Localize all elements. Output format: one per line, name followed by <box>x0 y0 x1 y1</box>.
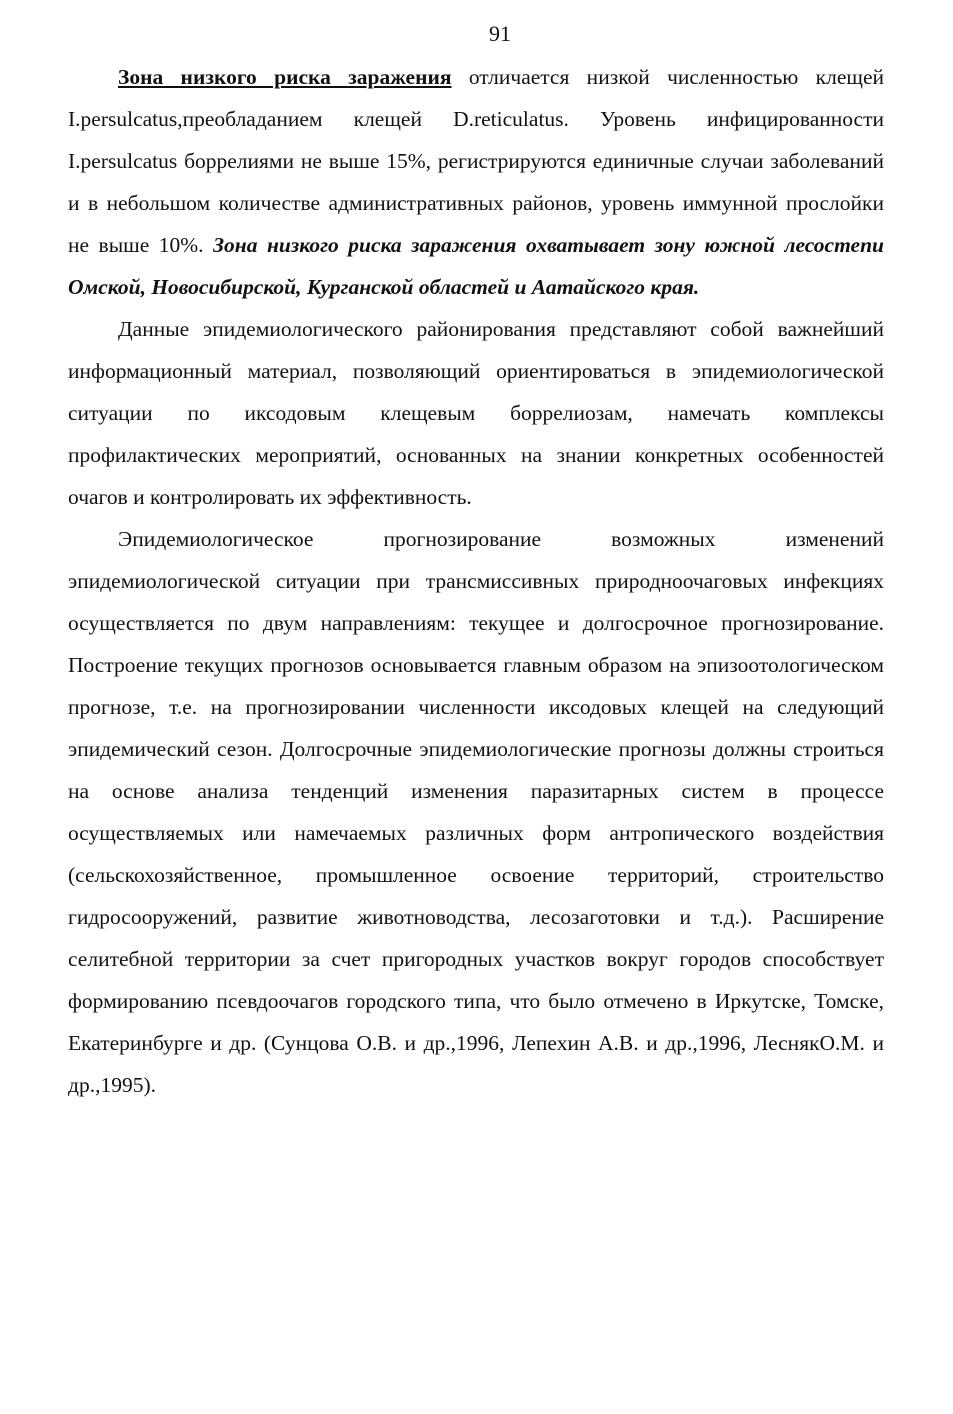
term-low-risk-zone: Зона низкого риска заражения <box>118 65 452 89</box>
paragraph-text: отличается низкой численностью клещей I.persulcatus,преобладанием клещей D.reticulatus. Уровень инфицированности I.persulcatus боррелиями не выше 15%, регистрируются единичные случаи заболеваний и в небольшом количестве административных районов, уровень иммунной прослойки не выше 10%. <box>68 65 884 257</box>
paragraph-text: Эпидемиологическое прогнозирование возможных изменений эпидемиологической ситуации при трансмиссивных природноочаговых инфекциях осуществляется по двум направлениям: текущее и долгосрочное прогнозирование. Построение текущих прогнозов основывается главным образом на эпизоотологическом прогнозе, т.е. на прогнозировании численности иксодовых клещей на следующий эпидемический сезон. Долгосрочные эпидемиологические прогнозы должны строиться на основе анализа тенденций изменения паразитарных систем в процессе осуществляемых или намечаемых различных форм антропического воздействия (сельскохозяйственное, промышленное освоение территорий, строительство гидросооружений, развитие животноводства, лесозаготовки и т.д.). Расширение селитебной территории за счет пригородных участков вокруг городов способствует формированию псевдоочагов городского типа, что было отмечено в Иркутске, Томске, Екатеринбурге и др. (Сунцова О.В. и др.,1996, Лепехин А.В. и др.,1996, ЛеснякО.М. и др.,1995). <box>68 527 884 1097</box>
paragraph-forecasting <box>68 518 884 1106</box>
paragraph-low-risk-zone <box>68 56 884 308</box>
emphasis-low-risk-zone-area: Зона низкого риска заражения охватывает зону южной лесостепи Омской, Новосибирской, Курганской областей и Аатайского края. <box>68 233 884 299</box>
page-number: 91 <box>489 21 511 46</box>
paragraph-zoning-data <box>68 308 884 518</box>
paragraph-text: Данные эпидемиологического районирования представляют собой важнейший информационный материал, позволяющий ориентироваться в эпидемиологической ситуации по иксодовым клещевым боррелиозам, намечать комплексы профилактических мероприятий, основанных на знании конкретных особенностей очагов и контролировать их эффективность. <box>68 317 884 509</box>
document-body <box>68 56 884 1106</box>
